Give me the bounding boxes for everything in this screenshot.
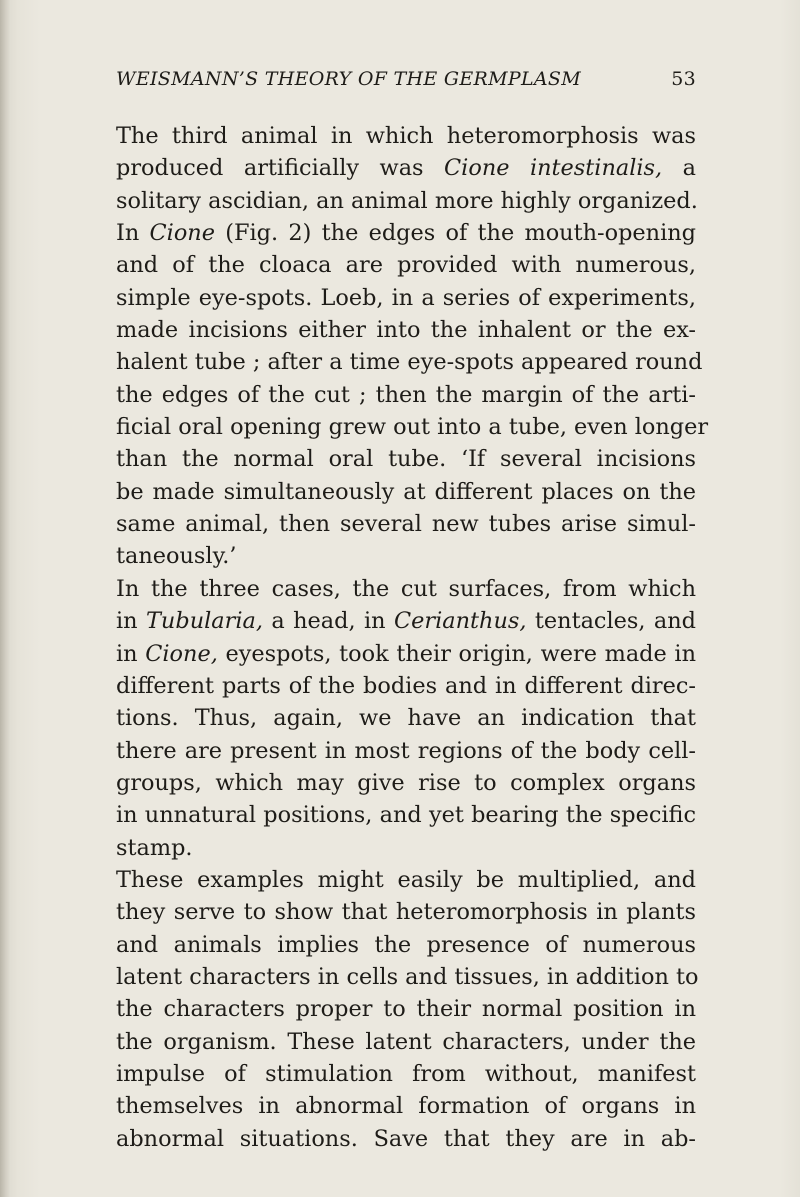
text-line: same animal, then several new tubes arise simul- — [116, 511, 696, 538]
page-binding-shadow — [0, 0, 10, 1197]
text-line: there are present in most regions of the body cell- — [116, 737, 696, 764]
text-line: taneously.’ — [116, 543, 237, 570]
text-line: tions. Thus, again, we have an indication that — [116, 705, 696, 732]
text-line: ficial oral opening grew out into a tube, even longer — [116, 414, 709, 441]
text-line: themselves in abnormal formation of organs in — [116, 1093, 696, 1120]
text-line: In Cione (Fig. 2) the edges of the mouth-opening — [116, 220, 696, 247]
italic-term: Cione intestinalis, — [444, 155, 663, 182]
italic-term: Cione, — [145, 640, 218, 667]
text-line: These examples might easily be multiplied, and — [116, 866, 696, 893]
body-text — [116, 120, 709, 1155]
text-line: groups, which may give rise to complex organs — [116, 769, 696, 796]
running-head — [116, 62, 696, 98]
text-line: the characters proper to their normal position in — [116, 996, 696, 1023]
text-line: halent tube ; after a time eye-spots appeared round — [116, 349, 703, 376]
text-line: than the normal oral tube. ‘If several incisions — [116, 446, 696, 473]
italic-term: Cerianthus, — [394, 608, 527, 635]
text-line: in Cione, eyespots, took their origin, were made in — [116, 640, 697, 667]
text-line: be made simultaneously at different places on the — [116, 478, 696, 505]
text-line: the edges of the cut ; then the margin of the arti- — [116, 381, 696, 408]
text-line: made incisions either into the inhalent or the ex- — [116, 317, 696, 344]
text-line: The third animal in which heteromorphosis was — [116, 123, 696, 149]
text-line: in unnatural positions, and yet bearing the specific — [116, 802, 696, 829]
text-line: impulse of stimulation from without, manifest — [116, 1060, 696, 1087]
text-line: they serve to show that heteromorphosis in plants — [116, 899, 696, 926]
text-line: stamp. — [116, 834, 193, 861]
page-number: 53 — [671, 68, 696, 90]
text-line: solitary ascidian, an animal more highly organized. — [116, 187, 698, 214]
running-head-title: WEISMANN’S THEORY OF THE GERMPLASM — [116, 68, 581, 90]
text-line: In the three cases, the cut surfaces, from which — [116, 575, 696, 602]
text-line: and animals implies the presence of numerous — [116, 931, 696, 958]
text-line: different parts of the bodies and in different direc- — [116, 672, 696, 699]
text-line: simple eye-spots. Loeb, in a series of experiments, — [116, 284, 696, 311]
text-line: produced artificially was Cione intestinalis, a — [116, 155, 697, 182]
text-line: and of the cloaca are provided with numerous, — [116, 252, 696, 279]
text-line: latent characters in cells and tissues, in addition to — [116, 963, 699, 990]
text-line: abnormal situations. Save that they are in ab- — [116, 1125, 696, 1152]
italic-term: Cione — [149, 220, 215, 247]
italic-term: Tubularia, — [146, 608, 263, 635]
text-line: in Tubularia, a head, in Cerianthus, tentacles, and — [116, 608, 696, 635]
text-line: the organism. These latent characters, under the — [116, 1028, 696, 1055]
